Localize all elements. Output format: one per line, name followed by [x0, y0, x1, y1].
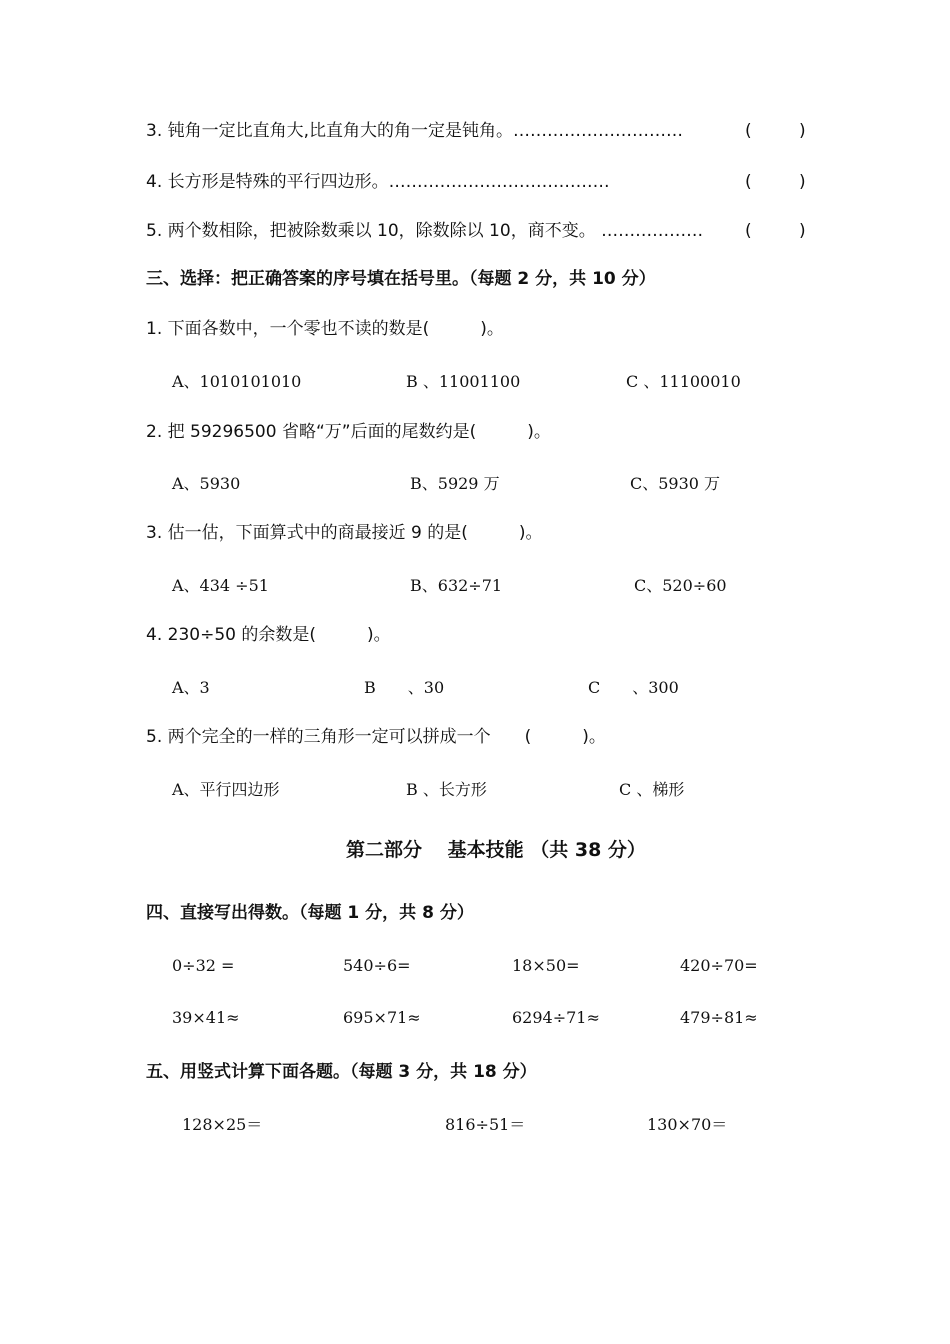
option-b[interactable]: B、5929 万 [410, 474, 500, 493]
option-b[interactable]: B、632÷71 [410, 576, 503, 595]
option-b[interactable]: B 、长方形 [406, 780, 487, 799]
option-c[interactable]: C 、11100010 [626, 372, 741, 391]
judge-item-text: 5. 两个数相除，把被除数乘以 10，除数除以 10，商不变。 ……………… [146, 221, 704, 241]
judge-item-text: 3. 钝角一定比直角大,比直角大的角一定是钝角。………………………… [146, 121, 684, 141]
answer-paren-right: ) [799, 121, 806, 141]
option-c[interactable]: C 、梯形 [619, 780, 685, 799]
choice-question-2: 2. 把 59296500 省略“万”后面的尾数约是( )。 [146, 422, 551, 442]
judge-item-4 [146, 171, 610, 193]
section-4-title: 四、直接写出得数。（每题 1 分，共 8 分） [146, 903, 474, 923]
answer-paren-left[interactable]: ( [745, 172, 752, 192]
choice-question-4: 4. 230÷50 的余数是( )。 [146, 625, 391, 645]
oral-calc-item: 18×50= [512, 956, 580, 975]
judge-item-5 [146, 220, 703, 242]
answer-paren-right: ) [799, 172, 806, 192]
part-2-title: 第二部分 基本技能 （共 38 分） [346, 839, 646, 861]
vertical-calc-item: 816÷51＝ [445, 1115, 526, 1134]
oral-calc-item: 420÷70= [680, 956, 758, 975]
option-b[interactable]: B 、11001100 [406, 372, 521, 391]
section-3-title: 三、选择：把正确答案的序号填在括号里。（每题 2 分，共 10 分） [146, 269, 656, 289]
option-a[interactable]: A、3 [172, 678, 210, 697]
oral-calc-item: 540÷6= [343, 956, 411, 975]
oral-calc-item: 479÷81≈ [680, 1008, 758, 1027]
option-c[interactable]: C、5930 万 [630, 474, 721, 493]
option-c[interactable]: C 、300 [588, 678, 679, 697]
oral-calc-item: 695×71≈ [343, 1008, 421, 1027]
oral-calc-item: 0÷32 = [172, 956, 235, 975]
section-5-title: 五、用竖式计算下面各题。（每题 3 分，共 18 分） [146, 1062, 537, 1082]
answer-paren-left[interactable]: ( [745, 221, 752, 241]
option-a[interactable]: A、5930 [172, 474, 241, 493]
judge-item-text: 4. 长方形是特殊的平行四边形。………………………………… [146, 172, 610, 192]
choice-question-5: 5. 两个完全的一样的三角形一定可以拼成一个 ( )。 [146, 727, 606, 747]
option-a[interactable]: A、1010101010 [172, 372, 302, 391]
option-b[interactable]: B 、30 [364, 678, 445, 697]
answer-paren-left[interactable]: ( [745, 121, 752, 141]
choice-question-1: 1. 下面各数中，一个零也不读的数是( )。 [146, 319, 504, 339]
option-c[interactable]: C、520÷60 [634, 576, 727, 595]
judge-item-3 [146, 120, 683, 142]
oral-calc-item: 39×41≈ [172, 1008, 240, 1027]
answer-paren-right: ) [799, 221, 806, 241]
oral-calc-item: 6294÷71≈ [512, 1008, 600, 1027]
option-a[interactable]: A、平行四边形 [172, 780, 280, 799]
choice-question-3: 3. 估一估，下面算式中的商最接近 9 的是( )。 [146, 523, 543, 543]
option-a[interactable]: A、434 ÷51 [172, 576, 269, 595]
vertical-calc-item: 128×25＝ [182, 1115, 263, 1134]
vertical-calc-item: 130×70＝ [647, 1115, 728, 1134]
